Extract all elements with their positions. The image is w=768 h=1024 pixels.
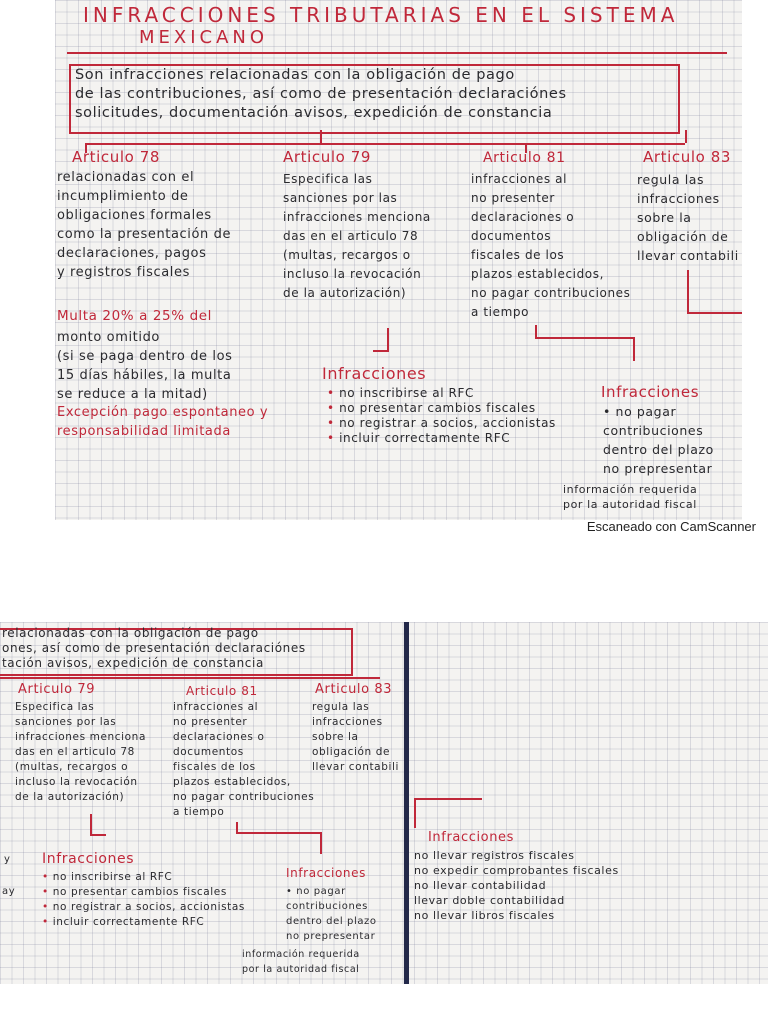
- text-line: no expedir comprobantes fiscales: [414, 864, 619, 877]
- text-line: por la autoridad fiscal: [563, 498, 697, 511]
- text-line: no pagar contribuciones: [173, 791, 315, 803]
- list-item: • incluir correctamente RFC: [42, 916, 205, 928]
- text-line: plazos establecidos,: [471, 267, 604, 281]
- branch-drop: [320, 130, 322, 143]
- text-line: no presenter: [173, 716, 248, 728]
- text-line: no prepresentar: [603, 461, 713, 476]
- multa-text: [57, 328, 233, 404]
- branch-line: [0, 677, 380, 679]
- text-line: sanciones por las: [15, 716, 117, 728]
- text-line: plazos establecidos,: [173, 776, 291, 788]
- list-item: • no presentar cambios fiscales: [42, 886, 227, 898]
- art79-text: [283, 170, 431, 303]
- infracciones-mid-heading: Infracciones: [322, 364, 427, 383]
- text-line: infracciones: [637, 191, 720, 206]
- intro-line: de las contribuciones, así como de presentación declaraciónes: [75, 86, 567, 102]
- art79-text: [15, 700, 146, 805]
- intro-line: tación avisos, expedición de constancia: [2, 656, 264, 670]
- text-line: obligación de: [637, 229, 729, 244]
- art83-heading: Articulo 83: [643, 148, 732, 166]
- text-line: regula las: [312, 701, 370, 713]
- text-line: das en el articulo 78: [283, 229, 419, 243]
- text-line: infracciones: [312, 716, 383, 728]
- intro-line: Son infracciones relacionadas con la obligación de pago: [75, 67, 515, 83]
- text-line: no llevar libros fiscales: [414, 909, 555, 922]
- text-line: obligaciones formales: [57, 208, 212, 223]
- text-line: infracciones menciona: [15, 731, 146, 743]
- art83-connector: [414, 798, 416, 828]
- infracciones-mid-tail: [242, 947, 360, 977]
- text-line: contribuciones: [603, 423, 704, 438]
- text-line: por la autoridad fiscal: [242, 964, 360, 975]
- art83-heading: Articulo 83: [315, 682, 393, 697]
- art79-connector: [373, 350, 389, 352]
- art81-heading: Articulo 81: [186, 684, 258, 698]
- text-line: sobre la: [312, 731, 359, 743]
- infracciones-mid-list: [286, 884, 377, 944]
- text-line: monto omitido: [57, 330, 160, 345]
- art81-text: [471, 170, 631, 322]
- intro-line: solicitudes, documentación avisos, expedición de constancia: [75, 105, 553, 121]
- text-line: • no pagar: [286, 886, 346, 897]
- text-line: llevar contabili: [312, 761, 400, 773]
- title-line-1: INFRACCIONES TRIBUTARIAS EN EL SISTEMA: [83, 3, 679, 27]
- text-line: (multas, recargos o: [283, 248, 411, 262]
- text-line: Excepción pago espontaneo y: [57, 405, 269, 420]
- infracciones-mid-list: [327, 386, 556, 446]
- text-line: (multas, recargos o: [15, 761, 129, 773]
- notebook-page-1: [55, 0, 742, 520]
- list-item: • incluir correctamente RFC: [327, 431, 511, 445]
- text-line: a tiempo: [471, 305, 530, 319]
- text-line: no pagar contribuciones: [471, 286, 631, 300]
- infracciones-right-tail: [563, 482, 697, 512]
- text-line: sobre la: [637, 210, 692, 225]
- text-line: no presenter: [471, 191, 555, 205]
- art81-text: [173, 700, 314, 820]
- edge-mark: y: [4, 854, 11, 865]
- intro-text-partial: [2, 626, 306, 671]
- infracciones-right-list: [414, 848, 619, 923]
- text-line: dentro del plazo: [603, 442, 714, 457]
- list-item: • no registrar a socios, accionistas: [42, 901, 245, 913]
- art79-connector: [90, 814, 92, 836]
- art81-connector: [535, 337, 635, 339]
- text-line: infracciones al: [173, 701, 259, 713]
- text-line: información requerida: [242, 949, 360, 960]
- text-line: se reduce a la mitad): [57, 387, 208, 402]
- list-item: • no registrar a socios, accionistas: [327, 416, 556, 430]
- text-line: de la autorización): [15, 791, 125, 803]
- title-underline: [67, 52, 727, 54]
- art79-heading: Articulo 79: [283, 148, 372, 166]
- infracciones-right-heading: Infracciones: [428, 830, 515, 845]
- text-line: relacionadas con el: [57, 170, 195, 185]
- branch-drop: [685, 130, 687, 143]
- multa-label: [57, 308, 212, 324]
- infracciones-mid-heading: Infracciones: [286, 866, 366, 880]
- title-line-2: MEXICANO: [139, 27, 269, 48]
- art79-heading: Articulo 79: [18, 682, 96, 697]
- text-line: 15 días hábiles, la multa: [57, 368, 232, 383]
- text-line: declaraciones o: [173, 731, 265, 743]
- excepcion-text: [57, 403, 268, 441]
- art81-connector: [236, 832, 322, 834]
- art83-connector: [687, 312, 742, 314]
- art83-text: [312, 700, 399, 775]
- art83-connector: [414, 798, 482, 800]
- text-line: Especifica las: [15, 701, 95, 713]
- notebook-page-2: [0, 622, 768, 984]
- text-line: no llevar contabilidad: [414, 879, 547, 892]
- list-item: • no inscribirse al RFC: [327, 386, 474, 400]
- art81-heading: Articulo 81: [483, 150, 566, 166]
- list-item: • no inscribirse al RFC: [42, 871, 173, 883]
- edge-mark: ay: [2, 886, 16, 897]
- art83-text: [637, 170, 739, 265]
- infracciones-right-list: [603, 402, 714, 478]
- text-line: incluso la revocación: [15, 776, 138, 788]
- intro-line: relacionadas con la obligación de pago: [2, 626, 259, 640]
- art79-connector: [90, 834, 106, 836]
- text-line: incluso la revocación: [283, 267, 422, 281]
- intro-line: ones, así como de presentación declaraciónes: [2, 641, 306, 655]
- text-line: y registros fiscales: [57, 265, 190, 280]
- text-line: regula las: [637, 172, 705, 187]
- branch-line: [85, 143, 685, 145]
- text-line: fiscales de los: [471, 248, 565, 262]
- text-line: dentro del plazo: [286, 916, 377, 927]
- art78-text: [57, 168, 231, 282]
- art83-connector: [687, 270, 689, 314]
- text-line: incumplimiento de: [57, 189, 189, 204]
- scanner-watermark: Escaneado con CamScanner: [586, 519, 756, 534]
- text-line: obligación de: [312, 746, 391, 758]
- multa-line: Multa 20% a 25% del: [57, 308, 212, 324]
- text-line: • no pagar: [603, 404, 677, 419]
- text-line: fiscales de los: [173, 761, 256, 773]
- text-line: infracciones al: [471, 172, 568, 186]
- text-line: Especifica las: [283, 172, 373, 186]
- text-line: sanciones por las: [283, 191, 398, 205]
- text-line: como la presentación de: [57, 227, 232, 242]
- text-line: a tiempo: [173, 806, 225, 818]
- infracciones-left-heading: Infracciones: [42, 851, 135, 867]
- art79-connector: [387, 328, 389, 352]
- art81-connector: [320, 832, 322, 854]
- text-line: llevar contabili: [637, 248, 739, 263]
- infracciones-right-heading: Infracciones: [601, 383, 700, 401]
- text-line: infracciones menciona: [283, 210, 431, 224]
- text-line: (si se paga dentro de los: [57, 349, 233, 364]
- text-line: contribuciones: [286, 901, 368, 912]
- text-line: información requerida: [563, 483, 698, 496]
- text-line: llevar doble contabilidad: [414, 894, 565, 907]
- text-line: de la autorización): [283, 286, 407, 300]
- text-line: documentos: [173, 746, 244, 758]
- infracciones-left-list: [42, 870, 245, 930]
- text-line: no prepresentar: [286, 931, 376, 942]
- art81-connector: [633, 337, 635, 361]
- text-line: responsabilidad limitada: [57, 424, 231, 439]
- intro-text: [75, 66, 567, 123]
- page-fold: [404, 622, 409, 984]
- list-item: • no presentar cambios fiscales: [327, 401, 536, 415]
- text-line: no llevar registros fiscales: [414, 849, 575, 862]
- text-line: declaraciones, pagos: [57, 246, 207, 261]
- text-line: declaraciones o: [471, 210, 575, 224]
- art78-heading: Articulo 78: [72, 148, 161, 166]
- text-line: documentos: [471, 229, 552, 243]
- text-line: das en el articulo 78: [15, 746, 135, 758]
